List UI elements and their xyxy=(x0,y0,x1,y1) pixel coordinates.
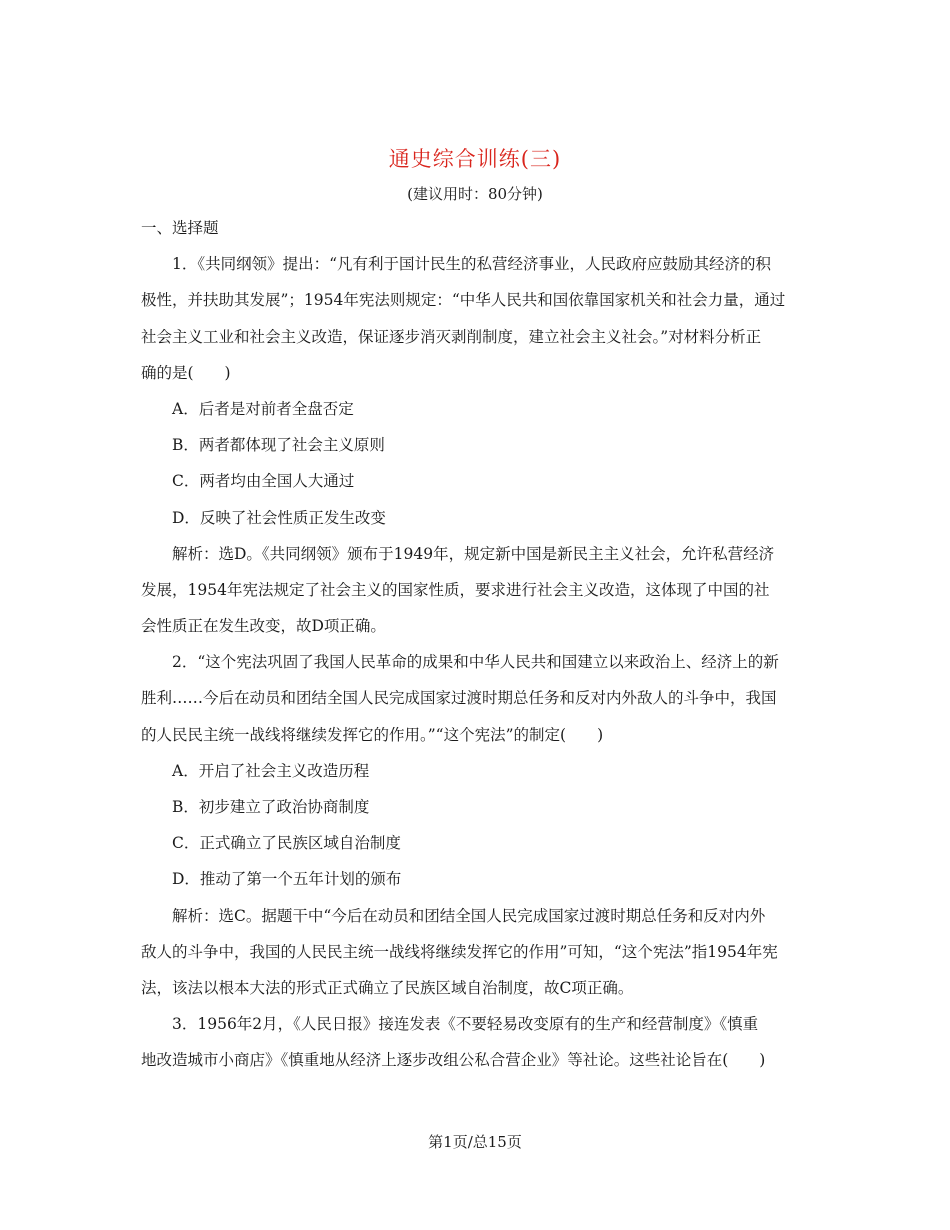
q1-option-a: A．后者是对前者全盘否定 xyxy=(172,399,354,418)
q1-option-d: D．反映了社会性质正发生改变 xyxy=(172,508,386,527)
q1-stem-line: 社会主义工业和社会主义改造，保证逐步消灭剥削制度，建立社会主义社会。”对材料分析正 xyxy=(141,327,762,346)
q1-stem-line: 1．《共同纲领》提出：“凡有利于国计民生的私营经济事业，人民政府应鼓励其经济的积 xyxy=(172,255,772,274)
q2-stem-line: 2．“这个宪法巩固了我国人民革命的成果和中华人民共和国建立以来政治上、经济上的新 xyxy=(172,653,779,672)
section-heading: 一、选择题 xyxy=(141,219,219,237)
page-number-footer: 第1页/总15页 xyxy=(428,1133,522,1151)
q1-analysis-line: 会性质正在发生改变，故D项正确。 xyxy=(141,617,386,636)
q1-stem-line: 极性，并扶助其发展”；1954年宪法则规定：“中华人民共和国依靠国家机关和社会力量，通过 xyxy=(141,291,786,310)
q1-analysis-line: 解析：选D。《共同纲领》颁布于1949年，规定新中国是新民主主义社会，允许私营经济 xyxy=(172,544,775,563)
q2-option-c: C．正式确立了民族区域自治制度 xyxy=(172,834,401,853)
q2-analysis-line: 解析：选C。据题干中“今后在动员和团结全国人民完成国家过渡时期总任务和反对内外 xyxy=(172,906,766,925)
document-title: 通史综合训练(三) xyxy=(388,147,562,171)
q1-option-c: C．两者均由全国人大通过 xyxy=(172,472,355,491)
q2-option-a: A．开启了社会主义改造历程 xyxy=(172,761,370,780)
q1-analysis-line: 发展，1954年宪法规定了社会主义的国家性质，要求进行社会主义改造，这体现了中国的社 xyxy=(141,580,770,599)
q1-option-b: B．两者都体现了社会主义原则 xyxy=(172,436,385,455)
q2-option-d: D．推动了第一个五年计划的颁布 xyxy=(172,870,402,889)
q2-stem-line: 胜利……今后在动员和团结全国人民完成国家过渡时期总任务和反对内外敌人的斗争中，我国 xyxy=(141,689,777,708)
q1-stem-line: 确的是( ) xyxy=(141,363,231,382)
question-content xyxy=(141,210,811,1079)
q3-stem-line: 地改造城市小商店》《慎重地从经济上逐步改组公私合营企业》等社论。这些社论旨在( ) xyxy=(141,1051,766,1070)
q2-stem-line: 的人民民主统一战线将继续发挥它的作用。”“这个宪法”的制定( ) xyxy=(141,725,604,744)
q2-analysis-line: 敌人的斗争中，我国的人民民主统一战线将继续发挥它的作用”可知，“这个宪法”指1954年宪 xyxy=(141,942,778,961)
q2-analysis-line: 法，该法以根本大法的形式正式确立了民族区域自治制度，故C项正确。 xyxy=(141,978,634,997)
q2-option-b: B．初步建立了政治协商制度 xyxy=(172,798,370,816)
time-suggestion: (建议用时：80分钟) xyxy=(407,185,543,203)
q3-stem-line: 3．1956年2月，《人民日报》接连发表《不要轻易改变原有的生产和经营制度》《慎重 xyxy=(172,1015,759,1034)
